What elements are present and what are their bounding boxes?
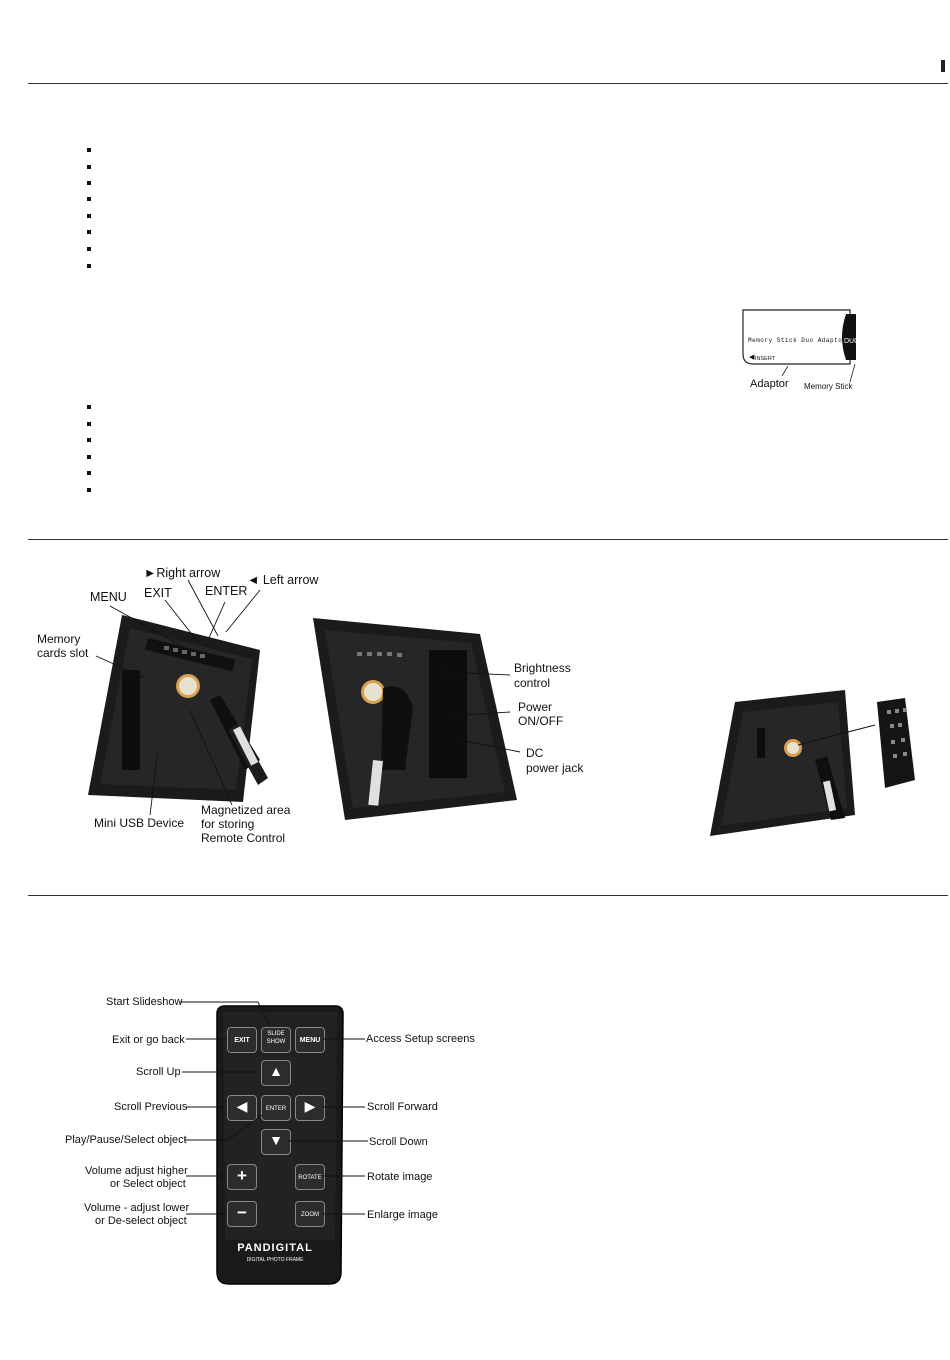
adaptor-duo-label: DUO: [844, 338, 860, 345]
callout-magnet-line3: Remote Control: [201, 831, 286, 845]
up-arrow-icon: ▲: [269, 1063, 283, 1079]
remote-slideshow-label-1: SLIDE: [267, 1031, 285, 1037]
callout-brightness-line1: Brightness: [514, 661, 571, 675]
label-scroll-prev: Scroll Previous: [114, 1101, 188, 1113]
list-bullet: [87, 471, 91, 475]
remote-zoom-button-label: ZOOM: [301, 1212, 319, 1218]
down-arrow-icon: ▼: [269, 1132, 283, 1148]
callout-dc-line1: DC: [526, 746, 544, 760]
list-bullet: [87, 488, 91, 492]
photo-frame-with-remote-illustration: [705, 690, 925, 840]
list-bullet: [87, 422, 91, 426]
list-bullet: [87, 230, 91, 234]
list-bullet: [87, 247, 91, 251]
callout-brightness-line2: control: [514, 676, 551, 690]
remote-slideshow-label-2: SHOW: [266, 1039, 286, 1045]
remote-subtitle: DIGITAL PHOTO FRAME: [246, 1257, 304, 1263]
label-scroll-fwd: Scroll Forward: [367, 1101, 438, 1113]
callout-enter: ENTER: [205, 584, 248, 598]
remote-enter-button-label: ENTER: [265, 1106, 287, 1112]
callout-dc-line2: power jack: [526, 761, 584, 775]
label-vol-down-2: or De-select object: [95, 1215, 187, 1227]
label-setup: Access Setup screens: [366, 1033, 475, 1045]
section-divider-3: [28, 895, 948, 896]
callout-power-line2: ON/OFF: [518, 714, 564, 728]
remote-menu-button-label: MENU: [299, 1037, 321, 1044]
callout-left-arrow: ◄ Left arrow: [247, 573, 319, 587]
label-scroll-down: Scroll Down: [369, 1136, 428, 1148]
list-bullet: [87, 165, 91, 169]
label-scroll-up: Scroll Up: [136, 1066, 181, 1078]
label-vol-up-2: or Select object: [110, 1178, 186, 1190]
label-vol-down-1: Volume - adjust lower: [84, 1202, 190, 1214]
minus-icon: −: [237, 1203, 247, 1222]
list-bullet: [87, 438, 91, 442]
label-enlarge: Enlarge image: [367, 1209, 438, 1221]
callout-memory-line2: cards slot: [37, 646, 89, 660]
remote-brand: PANDIGITAL: [237, 1242, 313, 1254]
section-divider-2: [28, 539, 948, 540]
label-rotate: Rotate image: [367, 1171, 433, 1183]
list-bullet: [87, 264, 91, 268]
label-exit-back: Exit or go back: [112, 1034, 185, 1046]
adaptor-card-title: Memory Stick Duo Adaptor: [748, 337, 847, 344]
list-bullet: [87, 455, 91, 459]
callout-memory-line1: Memory: [37, 632, 81, 646]
callout-magnet-line1: Magnetized area: [201, 803, 291, 817]
callout-lines-left: [0, 560, 300, 840]
callout-power-line1: Power: [518, 700, 553, 714]
left-arrow-icon: ◀: [236, 1098, 248, 1114]
adaptor-insert-label: INSERT: [755, 356, 776, 362]
callout-menu: MENU: [90, 590, 127, 604]
adaptor-caption: Adaptor: [750, 378, 789, 390]
callout-magnet-line2: for storing: [201, 817, 255, 831]
callout-mini-usb: Mini USB Device: [94, 816, 185, 830]
adaptor-illustration: [738, 306, 863, 396]
callout-right-arrow: ►Right arrow: [144, 566, 221, 580]
list-bullet: [87, 148, 91, 152]
adaptor-insert-arrow-icon: ◀: [749, 354, 755, 361]
list-bullet: [87, 405, 91, 409]
plus-icon: +: [237, 1166, 247, 1185]
remote-rotate-button-label: ROTATE: [298, 1175, 322, 1181]
remote-exit-button-label: EXIT: [234, 1037, 250, 1044]
right-arrow-icon: ▶: [304, 1098, 316, 1114]
list-bullet: [87, 181, 91, 185]
label-start-slideshow: Start Slideshow: [106, 996, 183, 1008]
label-play-pause: Play/Pause/Select object: [65, 1134, 187, 1146]
corner-mark: [941, 60, 945, 72]
callout-lines-remote: [0, 990, 600, 1230]
list-bullet: [87, 214, 91, 218]
callout-exit: EXIT: [144, 586, 172, 600]
label-vol-up-1: Volume adjust higher: [85, 1165, 188, 1177]
section-divider-1: [28, 83, 948, 84]
memory-stick-caption: Memory Stick: [804, 382, 853, 391]
list-bullet: [87, 197, 91, 201]
